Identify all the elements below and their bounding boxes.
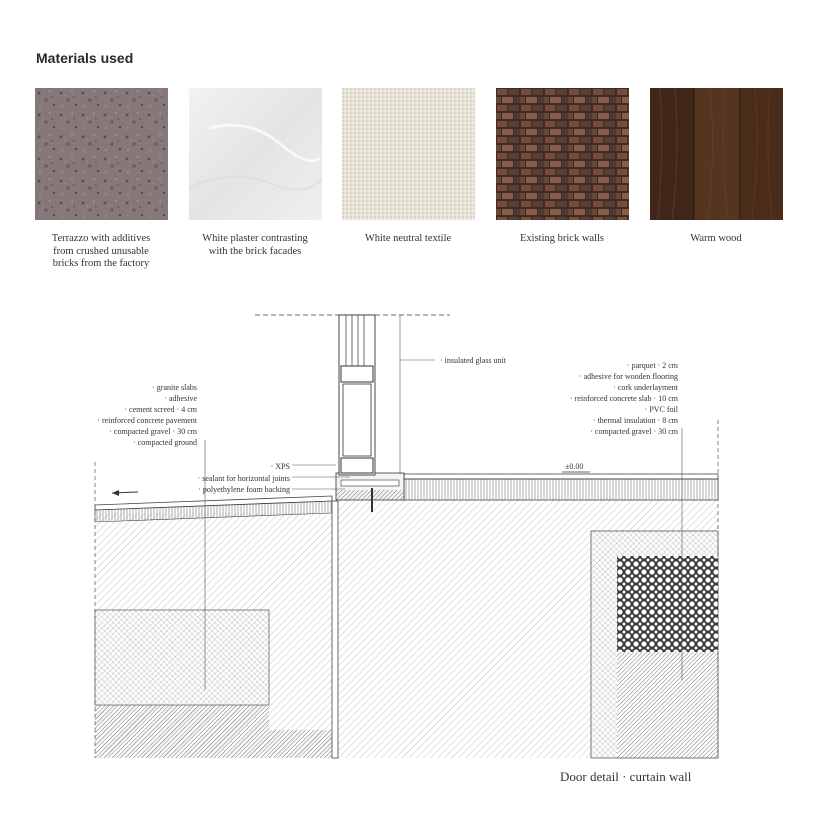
caption-line: from crushed unusable [53,245,149,257]
layer-label: · parquet · 2 cm [626,361,678,370]
compacted-ground-left [95,705,269,758]
foundation-right-hatch [591,531,617,758]
caption-line: Terrazzo with additives [51,233,151,244]
arrow-head [112,490,119,496]
caption-line: Warm wood [690,233,742,244]
thermal-insulation-top [617,531,718,556]
frame-box [343,384,371,456]
caption-line: bricks from the factory [52,258,150,269]
layer-label: · adhesive for wooden flooring [578,372,678,381]
layer-label: · sealant for horizontal joints [197,474,290,483]
layer-label: · cork underlayment [613,383,678,392]
layer-label: · compacted gravel · 30 cm [590,427,678,436]
compacted-ground-right [617,652,718,758]
level-mark: ±0.00 [565,462,584,471]
glass-label: · insulated glass unit [440,356,506,365]
threshold-base [336,490,404,500]
layer-label: · reinforced concrete slab · 10 cm [570,394,678,403]
concrete-slab-layer [404,479,718,500]
layer-label: · granite slabs [152,383,197,392]
section-heading: Materials used [36,50,134,66]
layer-label: · XPS [270,462,290,471]
frame-base [341,458,373,473]
caption-line: White plaster contrasting [202,233,308,244]
layer-label: · compacted ground [133,438,197,447]
layer-label: · reinforced concrete pavement [97,416,197,425]
foundation-wall [332,501,338,758]
caption-line: with the brick facades [208,245,302,257]
caption-line: White neutral textile [364,233,452,244]
gravel-layer [617,556,718,652]
compacted-ground-strip [269,730,332,758]
gravel-block-left-fill [95,610,269,705]
layer-label: · cement screed · 4 cm [124,405,197,414]
layer-label: · thermal insulation · 8 cm [592,416,678,425]
frame-profile [341,366,373,382]
parquet-layer [404,474,718,479]
threshold-insert [341,480,399,486]
drawing-title: Door detail · curtain wall [560,769,692,784]
caption-line: Existing brick walls [520,233,604,244]
layer-label: · adhesive [164,394,197,403]
layer-label: · compacted gravel · 30 cm [109,427,197,436]
layer-label: · polyethylene foam backing [198,485,290,494]
layer-label: · PVC foil [644,405,678,414]
